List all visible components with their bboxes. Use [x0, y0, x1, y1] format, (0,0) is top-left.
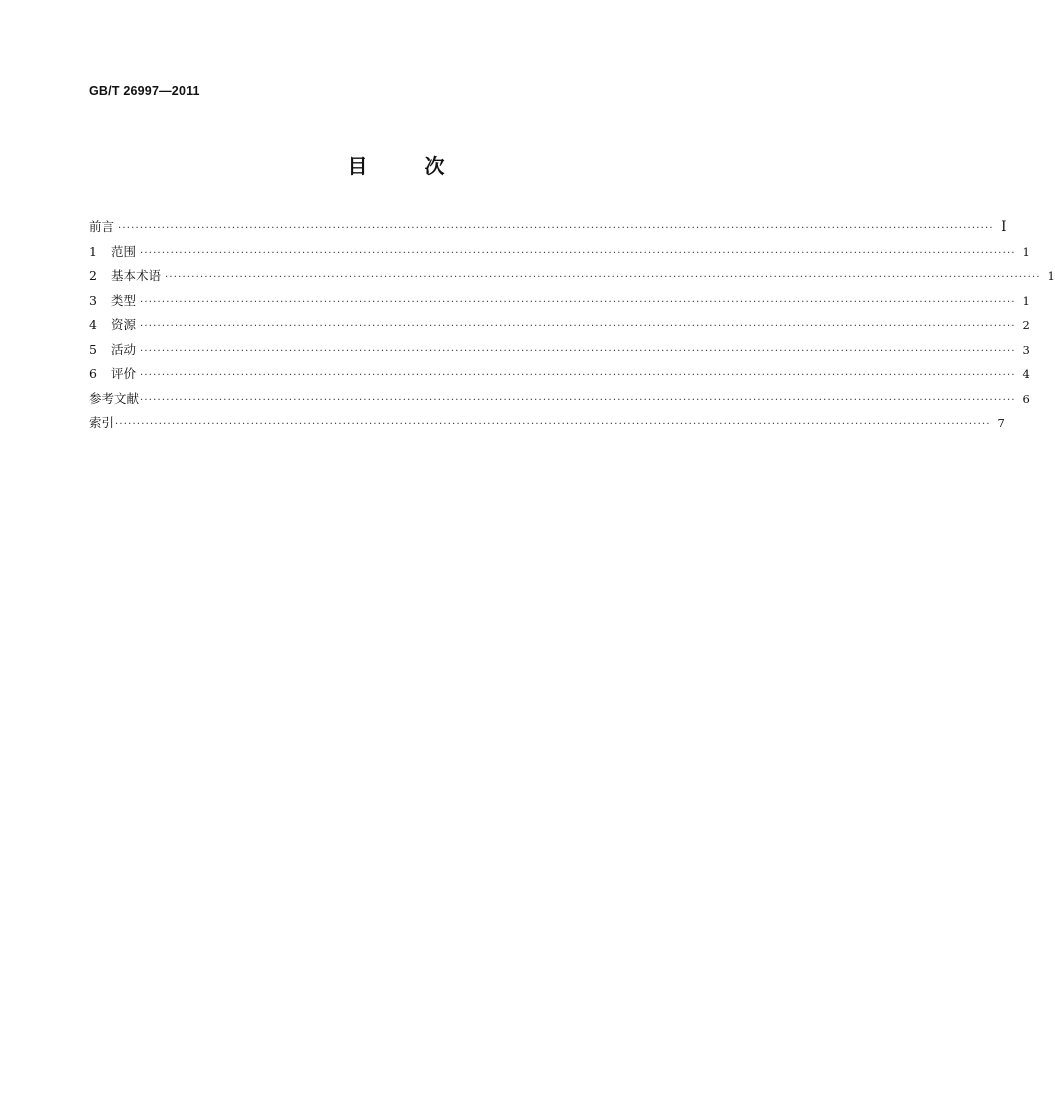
dot-leader: ········································································································································································································ — [115, 419, 991, 430]
toc-page-number: 6 — [1022, 391, 1030, 406]
toc-entry-label: 活动 — [111, 341, 137, 357]
toc-entry-label: 资源 — [111, 317, 137, 332]
toc-page-number: 7 — [997, 416, 1005, 430]
toc-section-number: 2 — [89, 268, 97, 283]
toc-page-number: 1 — [1022, 293, 1030, 308]
toc-entry-label: 评价 — [111, 366, 137, 381]
toc-page-number: 2 — [1022, 318, 1030, 332]
dot-leader: ········································································································································································································ — [140, 394, 1016, 406]
dot-leader: ········································································································································································································ — [140, 321, 1016, 332]
toc-entry-basic-terms[interactable] — [89, 264, 1055, 289]
title-char: 目 — [347, 154, 368, 178]
toc-page-number: I — [1001, 219, 1007, 235]
toc-page-number: 3 — [1022, 342, 1030, 357]
dot-leader: ········································································································································································································ — [165, 272, 1041, 283]
toc-entry-types[interactable] — [89, 289, 1030, 314]
toc-section-number: 3 — [89, 292, 97, 308]
toc-entry-scope[interactable] — [89, 240, 1030, 265]
toc-entry-activities[interactable] — [89, 338, 1030, 363]
page-title — [0, 150, 792, 179]
dot-leader: ········································································································································································································ — [140, 370, 1016, 381]
dot-leader: ········································································································································································································ — [140, 247, 1016, 259]
toc-entry-label: 范围 — [111, 243, 137, 259]
dot-leader: ········································································································································································································ — [140, 345, 1016, 357]
dot-leader: ········································································································································································································ — [118, 223, 994, 234]
toc-entry-evaluation[interactable] — [89, 362, 1030, 387]
table-of-contents — [89, 215, 1055, 436]
toc-entry-foreword[interactable] — [89, 215, 1007, 240]
toc-section-number: 5 — [89, 341, 97, 357]
toc-entry-bibliography[interactable] — [89, 387, 1030, 412]
title-char: 次 — [424, 154, 445, 178]
toc-entry-label: 类型 — [111, 292, 137, 308]
toc-entry-index[interactable] — [89, 411, 1005, 436]
toc-entry-label: 索引 — [89, 415, 115, 430]
toc-entry-resources[interactable] — [89, 313, 1030, 338]
dot-leader: ········································································································································································································ — [140, 296, 1016, 308]
toc-entry-label: 参考文献 — [89, 390, 140, 406]
toc-page-number: 1 — [1022, 244, 1030, 259]
toc-entry-label: 基本术语 — [111, 268, 162, 283]
toc-entry-label: 前言 — [89, 219, 115, 234]
toc-section-number: 4 — [89, 317, 97, 332]
toc-section-number: 6 — [89, 366, 97, 381]
toc-page-number: 4 — [1022, 367, 1030, 381]
standard-number: GB/T 26997—2011 — [89, 84, 200, 98]
toc-page-number: 1 — [1047, 269, 1055, 283]
toc-section-number: 1 — [89, 243, 97, 259]
